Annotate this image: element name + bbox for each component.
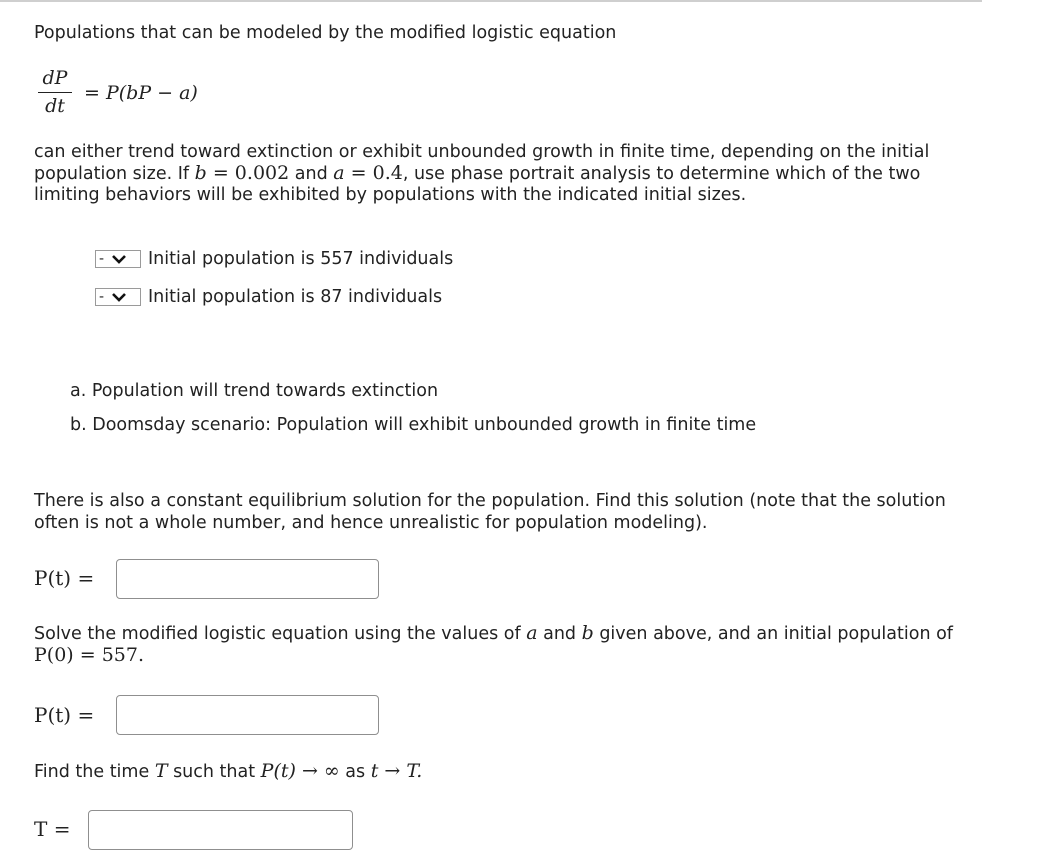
top-divider [0,0,982,2]
text-span: , use phase portrait analysis to determine which of the two [402,164,921,184]
intro-text: Populations that can be modeled by the modified logistic equation [34,23,617,43]
time-label: T = [34,817,71,841]
solution-input[interactable] [116,695,379,735]
derivative-fraction [38,66,72,117]
fraction-numerator: dP [42,67,68,89]
paragraph-line: There is also a constant equilibrium solution for the population. Find this solution (note that the solution [34,491,946,511]
math-a: a [333,162,345,184]
math-b: b [581,622,594,644]
dropdown-label: Initial population is 557 individuals [148,249,454,269]
answer-select[interactable] [95,288,141,306]
paragraph-line [34,162,920,185]
dropdown-label: Initial population is 87 individuals [148,287,443,307]
math-T: T [154,760,168,782]
math-expression: t → T. [370,760,423,782]
chevron-down-icon [111,253,127,265]
text-span: given above, and an initial population of [593,624,953,644]
initial-condition: P(0) = 557. [34,644,145,666]
paragraph-line: can either trend toward extinction or exhibit unbounded growth in finite time, depending on the initial [34,142,930,162]
math-value: = 0.002 [206,162,290,184]
answer-select[interactable] [95,250,141,268]
fraction-denominator: dt [45,95,65,117]
paragraph-line [34,760,422,783]
fraction-bar [38,92,72,93]
paragraph-line: limiting behaviors will be exhibited by populations with the indicated initial sizes. [34,185,747,205]
text-span: Solve the modified logistic equation using the values of [34,624,527,644]
text-span: Find the time [34,762,155,782]
text-span: and [289,164,334,184]
solution-label: P(t) = [34,703,95,727]
math-b: b [194,162,207,184]
equilibrium-input[interactable] [116,559,379,599]
equilibrium-label: P(t) = [34,566,95,590]
paragraph-line [34,622,953,645]
select-value: - [99,289,105,305]
equation-rhs: = P(bP − a) [84,82,198,104]
math-value: = 0.4 [344,162,403,184]
time-input[interactable] [88,810,353,850]
text-span: such that [167,762,261,782]
select-value: - [99,251,105,267]
text-span: population size. If [34,164,195,184]
dropdown-row-557 [95,249,453,269]
option-b: b. Doomsday scenario: Population will exhibit unbounded growth in finite time [70,414,757,435]
paragraph-line: often is not a whole number, and hence unrealistic for population modeling). [34,513,708,533]
math-a: a [526,622,538,644]
chevron-down-icon [111,291,127,303]
text-span: and [537,624,582,644]
option-a: a. Population will trend towards extinction [70,380,439,401]
text-span: as [339,762,371,782]
dropdown-row-87 [95,287,442,307]
math-expression: P(t) → ∞ [260,760,340,782]
